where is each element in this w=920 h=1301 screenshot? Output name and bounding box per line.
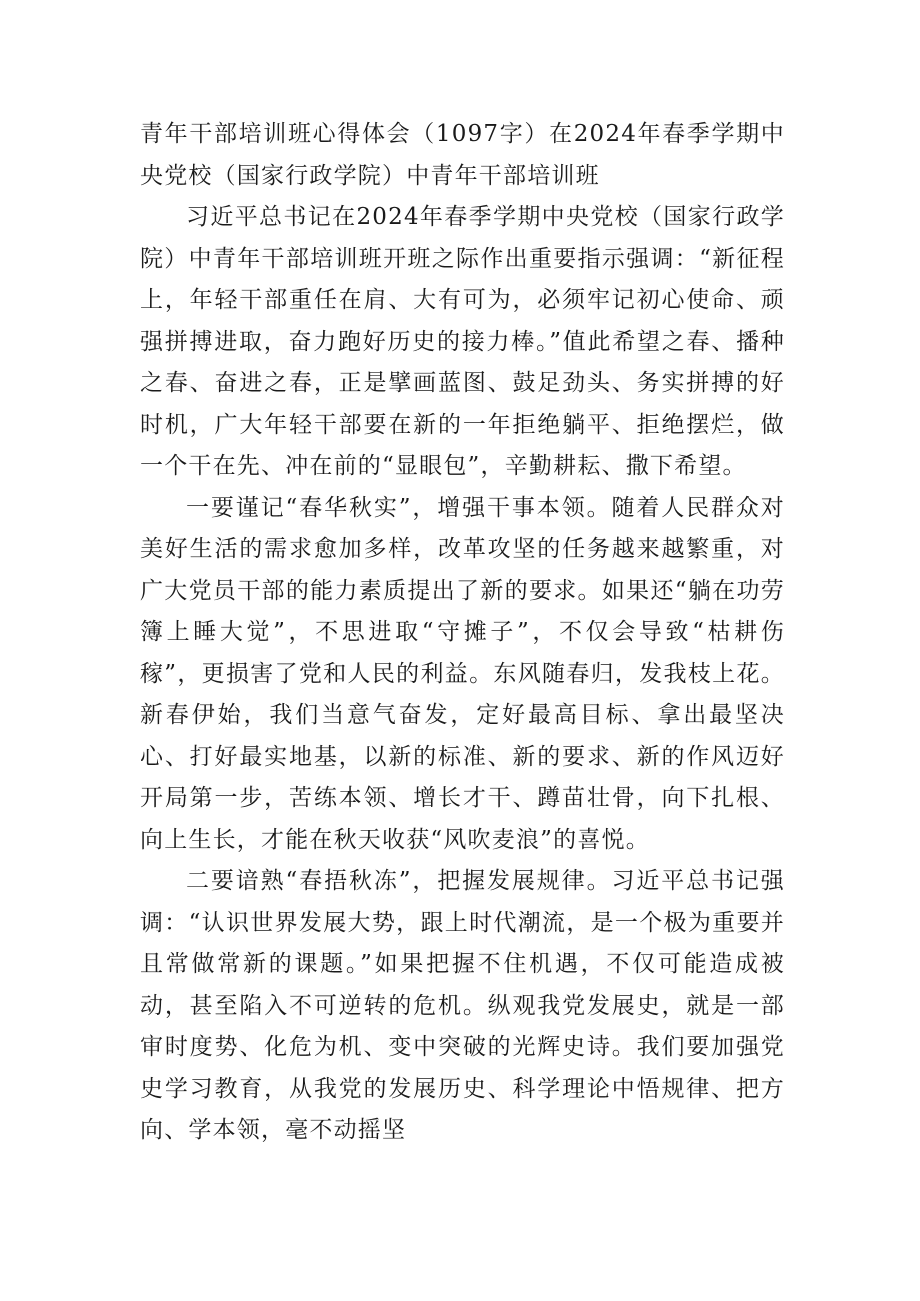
paragraph-point-two: 二要谙熟“春捂秋冻”，把握发展规律。习近平总书记强调：“认识世界发展大势，跟上时代潮流，是一个极为重要并且常做常新的课题。”如果把握不住机遇，不仅可能造成被动，甚至陷入不可逆转的危机。纵观我党发展史，就是一部审时度势、化危为机、变中突破的光辉史诗。我们要加强党史学习教育，从我党的发展历史、科学理论中悟规律、把方向、学本领，毫不动摇坚 (140, 868, 785, 1143)
document-page (140, 114, 785, 1152)
document-title: 青年干部培训班心得体会（1097字）在2024年春季学期中央党校（国家行政学院）中青年干部培训班 (140, 121, 785, 189)
paragraph-intro: 习近平总书记在2024年春季学期中央党校（国家行政学院）中青年干部培训班开班之际作出重要指示强调：“新征程上，年轻干部重任在肩、大有可为，必须牢记初心使命、顽强拼搏进取，奋力跑好历史的接力棒。”值此希望之春、播种之春、奋进之春，正是擘画蓝图、鼓足劲头、务实拼搏的好时机，广大年轻干部要在新的一年拒绝躺平、拒绝摆烂，做一个干在先、冲在前的“显眼包”，辛勤耕耘、撒下希望。 (140, 204, 785, 479)
paragraph-point-one: 一要谨记“春华秋实”，增强干事本领。随着人民群众对美好生活的需求愈加多样，改革攻坚的任务越来越繁重，对广大党员干部的能力素质提出了新的要求。如果还“躺在功劳簿上睡大觉”，不思进取“守摊子”，不仅会导致“枯耕伤稼”，更损害了党和人民的利益。东风随春归，发我枝上花。新春伊始，我们当意气奋发，定好最高目标、拿出最坚决心、打好最实地基，以新的标准、新的要求、新的作风迈好开局第一步，苦练本领、增长才干、蹲苗壮骨，向下扎根、向上生长，才能在秋天收获“风吹麦浪”的喜悦。 (140, 494, 785, 853)
